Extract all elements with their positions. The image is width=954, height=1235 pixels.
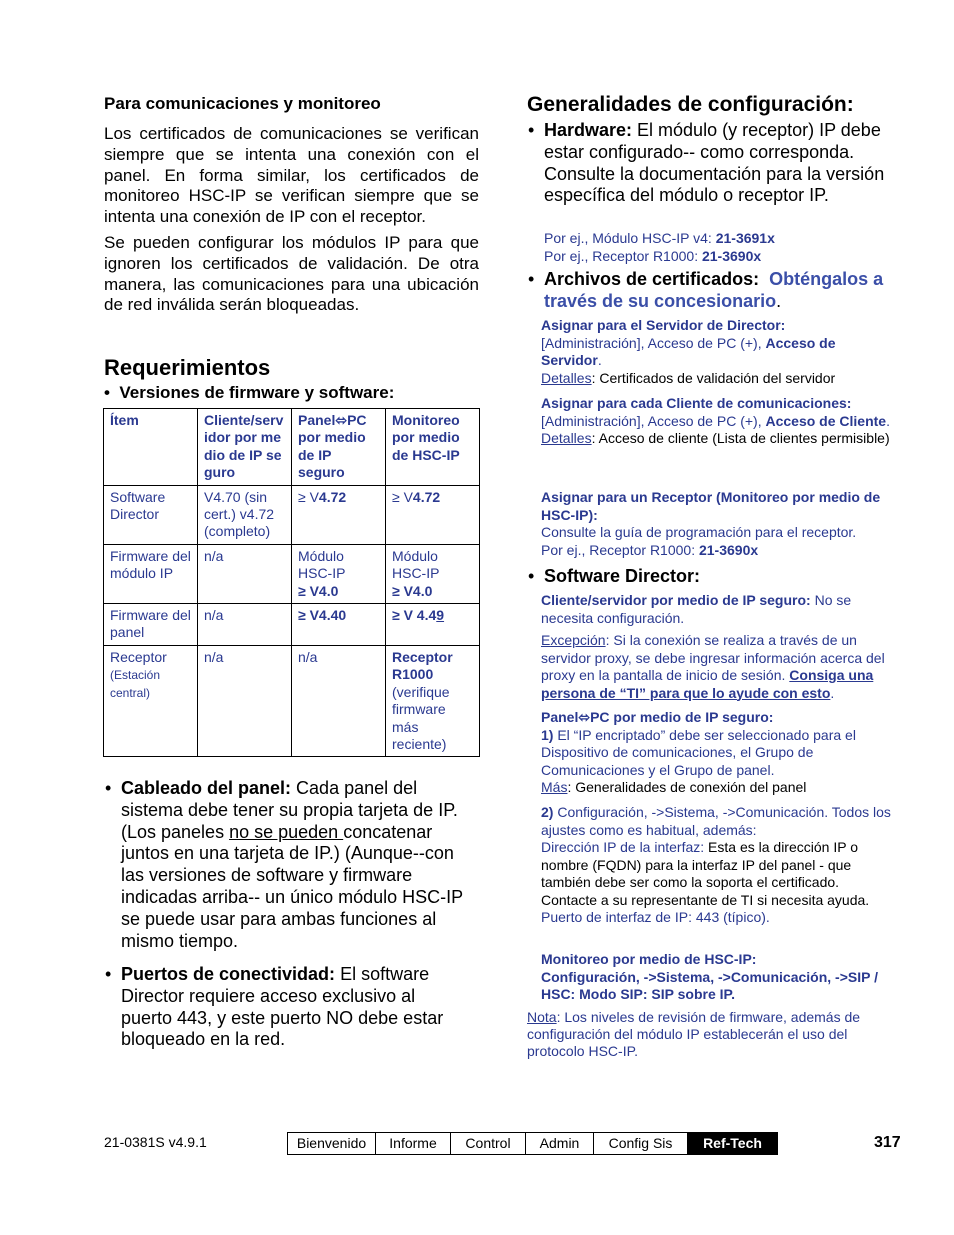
hardware-bullet: [528, 120, 904, 207]
receiver-assign-block: [541, 489, 891, 559]
more-link[interactable]: Más: [541, 779, 568, 795]
block-title: Asignar para el Servidor de Director:: [541, 317, 786, 333]
block-title: Panel⬄PC por medio de IP seguro:: [541, 709, 774, 725]
version-digit: 9: [436, 607, 445, 624]
step-number: 1): [541, 726, 554, 743]
block-text: Configuración, ->Sistema, ->Comunicación. Todos los ajustes como es habitual, además:: [541, 804, 891, 838]
table-row: [104, 604, 480, 646]
table-cell: n/a: [198, 645, 292, 756]
dealer-link[interactable]: Obténgalos a través de su concesionario: [544, 269, 884, 311]
panel-pc-block: [541, 709, 891, 797]
hardware-label: Hardware:: [544, 120, 633, 140]
block-text: Configuración, ->Sistema, ->Comunicación, ->SIP / HSC: Modo SIP: SIP sobre IP.: [541, 968, 878, 1002]
punctuation: .: [886, 412, 890, 429]
bullet-dot: •: [105, 778, 112, 798]
port-setting: Puerto de interfaz de IP: 443 (típico).: [541, 909, 770, 925]
table-row: [104, 645, 480, 756]
table-cell: Firmware del panel: [104, 604, 198, 646]
block-title: Asignar para un Receptor (Monitoreo por medio de HSC-IP):: [541, 489, 881, 523]
version-value: 4.72: [412, 488, 441, 505]
paragraph-ip-modules: Se pueden configurar los módulos IP para que ignoren los certificados de validación. De otra manera, las comunicaciones para una ubicación de red inválida serán bloqueadas.: [104, 233, 479, 315]
cabling-emphasis: no se pueden: [229, 821, 344, 842]
version-prefix: ≥ V: [298, 488, 319, 505]
receiver-model: Receptor R1000: [392, 648, 453, 683]
document-number: 21-0381S v4.9.1: [104, 1134, 207, 1150]
block-title: Asignar para cada Cliente de comunicaciones:: [541, 395, 852, 411]
table-cell: n/a: [198, 604, 292, 646]
cabling-bullet: [105, 778, 481, 952]
ports-label: Puertos de conectividad:: [121, 964, 336, 984]
config-heading: Generalidades de configuración:: [527, 93, 854, 116]
ports-bullet: [105, 964, 461, 1051]
nav-tab-admin[interactable]: Admin: [526, 1133, 594, 1154]
table-header-cell: Cliente/servidor por medio de IP seguro: [198, 409, 292, 486]
table-cell: ≥ V4.40: [292, 604, 386, 646]
table-header-cell: Panel⬄PC por medio de IP seguro: [292, 409, 386, 486]
step-number: 2): [541, 804, 554, 820]
block-text: No se necesita configuración.: [541, 592, 852, 626]
table-cell: n/a: [292, 645, 386, 756]
cabling-label: Cableado del panel:: [121, 778, 292, 798]
details-text: : Acceso de cliente (Lista de clientes permisible): [591, 430, 890, 446]
details-link[interactable]: Detalles: [541, 369, 592, 386]
table-cell: V4.70 (sin cert.) v4.72 (completo): [198, 485, 292, 544]
block-text: : Si la conexión se realiza a través de un servidor proxy, se debe ingresar información acerca del proxy en la pantalla de inicio de sesión.: [541, 632, 885, 683]
table-cell: Firmware del módulo IP: [104, 544, 198, 603]
proxy-exception-block: [541, 632, 891, 702]
table-cell: [292, 485, 386, 544]
punctuation: .: [830, 684, 835, 701]
nav-tab-control[interactable]: Control: [451, 1133, 526, 1154]
it-help-link[interactable]: Consiga una persona de “TI” para que lo ayude con esto: [541, 667, 874, 701]
table-cell: [386, 645, 480, 756]
punctuation: .: [597, 352, 602, 368]
note-text: : Los niveles de revisión de firmware, además de configuración del módulo IP establecerán el uso del protocolo HSC-IP.: [527, 1009, 861, 1059]
example-text: Por ej., Receptor R1000:: [544, 248, 702, 264]
block-text: [Administración], Acceso de PC (+),: [541, 412, 766, 429]
table-row: [104, 544, 480, 603]
bullet-dot: •: [105, 964, 112, 984]
block-title: Cliente/servidor por medio de IP seguro:: [541, 592, 811, 608]
note-block: [527, 1009, 887, 1060]
block-text: Consulte la guía de programación para el receptor.: [541, 524, 857, 540]
table-cell: [386, 485, 480, 544]
certificates-label: Archivos de certificados:: [544, 269, 760, 289]
table-cell: [292, 544, 386, 603]
table-cell: Software Director: [104, 485, 198, 544]
nav-tab-welcome[interactable]: Bienvenido: [288, 1133, 376, 1154]
note-label: Nota: [527, 1009, 557, 1025]
cabling-text: Cada panel del sistema debe tener su propia tarjeta de IP. (Los paneles: [121, 778, 458, 842]
block-title: Monitoreo por medio de HSC-IP:: [541, 951, 757, 967]
field-description: Esta es la dirección IP o nombre (FQDN) para la interfaz IP del panel - que también debe ser como la soporta el certificado. Contacte a su representante de TI si necesita ayuda.: [541, 839, 870, 908]
configuration-steps-block: [541, 804, 891, 927]
versions-bullet: • Versiones de firmware y software:: [104, 383, 395, 402]
software-director-label: Software Director:: [544, 566, 701, 586]
block-emphasis: Acceso de Cliente: [765, 412, 887, 429]
block-text: [Administración], Acceso de PC (+),: [541, 334, 766, 351]
footer-nav: [287, 1132, 778, 1155]
software-director-bullet: [528, 566, 701, 588]
block-emphasis: Acceso de Servidor: [541, 334, 836, 368]
versions-label: Versiones de firmware y software:: [119, 383, 395, 402]
example-part-number: 21-3690x: [701, 248, 762, 264]
table-row: [104, 485, 480, 544]
client-assign-block: [541, 395, 891, 448]
table-cell: [104, 645, 198, 756]
module-name: Módulo HSC-IP: [392, 547, 440, 582]
version-value: ≥ V4.0: [298, 582, 339, 599]
field-label: Dirección IP de la interfaz:: [541, 839, 705, 855]
details-text: : Certificados de validación del servidor: [591, 369, 836, 386]
receiver-note: (Estación central): [110, 668, 161, 700]
block-text: El “IP encriptado” debe ser seleccionado para el Dispositivo de comunicaciones, el Grupo de Comunicaciones y el Grupo de panel.: [541, 726, 856, 778]
example-part-number: 21-3691x: [715, 230, 775, 246]
exception-link[interactable]: Excepción: [541, 632, 606, 648]
nav-tab-ref-tech[interactable]: Ref-Tech: [688, 1133, 777, 1154]
punctuation: .: [776, 290, 782, 311]
section-subtitle: Para comunicaciones y monitoreo: [104, 94, 381, 113]
version-value: 4.72: [318, 488, 347, 505]
nav-tab-config-sis[interactable]: Config Sis: [594, 1133, 688, 1154]
paragraph-certificates: Los certificados de comunicaciones se verifican siempre que se intenta una conexión con el panel. En forma similar, los certificados de monitoreo HSC-IP se verifican siempre que se intenta una conexión de IP con el receptor.: [104, 124, 479, 227]
hardware-examples: [544, 229, 775, 265]
client-server-block: [541, 592, 891, 627]
example-text: Por ej., Módulo HSC-IP v4:: [544, 230, 716, 246]
details-link[interactable]: Detalles: [541, 430, 592, 446]
firmware-table: [103, 408, 480, 757]
example-text: Por ej., Receptor R1000:: [541, 541, 699, 558]
hardware-text: El módulo (y receptor) IP debe estar configurado-- como corresponda. Consulte la documentación para la versión específica del módulo o receptor IP.: [544, 120, 885, 206]
version-prefix: ≥ V: [392, 488, 413, 505]
hsc-ip-monitoring-block: [541, 951, 891, 1004]
version-value: ≥ V 4.4: [392, 607, 437, 624]
bullet-dot: •: [528, 566, 535, 586]
table-cell: n/a: [198, 544, 292, 603]
ports-text: El software Director requiere acceso exclusivo al puerto 443, y este puerto NO debe estar bloqueado en la red.: [121, 964, 444, 1050]
receiver-label: Receptor: [110, 648, 167, 665]
example-part-number: 21-3690x: [698, 541, 759, 558]
bullet-dot: •: [528, 269, 535, 289]
table-header-row: [104, 409, 480, 486]
page-number: 317: [874, 1134, 901, 1151]
requirements-heading: Requerimientos: [104, 355, 271, 380]
more-text: : Generalidades de conexión del panel: [567, 779, 807, 795]
nav-tab-report[interactable]: Informe: [376, 1133, 451, 1154]
version-value: ≥ V4.0: [392, 582, 433, 599]
certificates-bullet: [528, 269, 904, 313]
module-name: Módulo HSC-IP: [298, 547, 346, 582]
table-header-cell: Monitoreo por medio de HSC-IP: [386, 409, 480, 486]
table-cell: [386, 544, 480, 603]
bullet-dot: •: [528, 120, 535, 140]
cabling-text: concatenar juntos en una tarjeta de IP.) (Aunque--con las versiones de software y firmware indicadas arriba-- un único módulo HSC-IP se puede usar para ambas funciones al mismo tiempo.: [121, 821, 463, 951]
receiver-note: (verifique firmware más reciente): [392, 683, 450, 752]
table-header-cell: Ítem: [104, 409, 198, 486]
server-assign-block: [541, 317, 891, 387]
table-cell: [386, 604, 480, 646]
